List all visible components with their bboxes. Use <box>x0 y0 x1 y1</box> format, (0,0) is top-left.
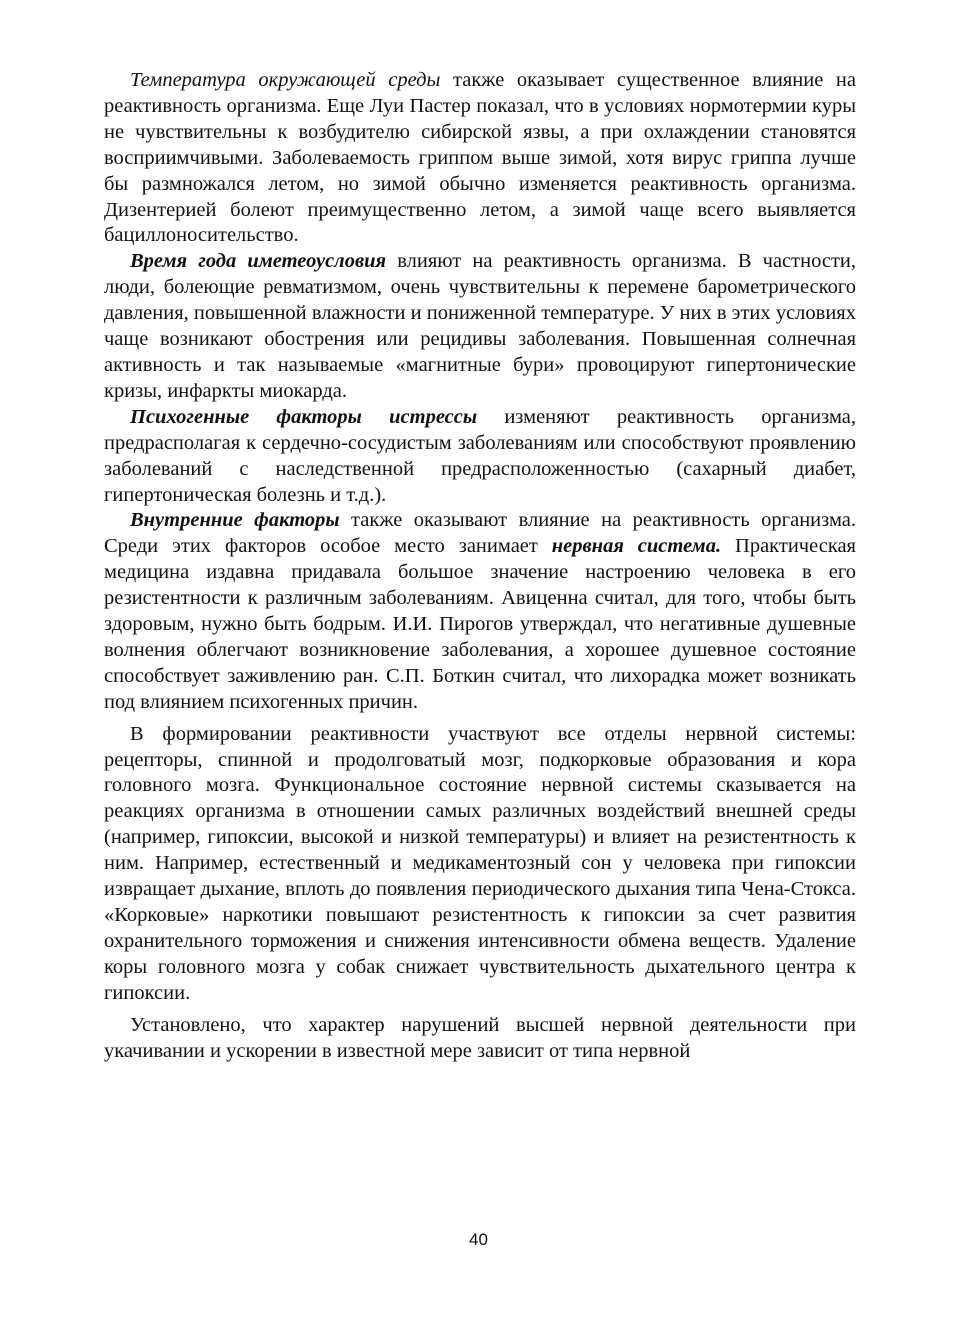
paragraph-temperature-text: также оказывает существенное влияние на реактивность организма. Еще Луи Пастер показал, что в условиях нормотермии куры не чувствительны к возбудителю сибирской язвы, а при охлаждении становятся восприимчивыми. Заболеваемость гриппом выше зимой, хотя вирус гриппа лучше бы размножался летом, но зимой обычно изменяется реактивность организма. Дизентерией болеют преимущественно летом, а зимой чаще всего выявляется бациллоносительство. <box>104 69 856 247</box>
page-number: 40 <box>469 1230 488 1249</box>
paragraph-psychogenic-text: изменяют реактивность организма, предрасполагая к сердечно-сосудистым заболеваниям или способствуют проявлению заболеваний с наследственной предрасположенностью (сахарный диабет, гипертоническая болезнь и т.д.). <box>104 405 857 506</box>
paragraph-internal-factors-text-b: Практическая медицина издавна придавала большое значение настроению человека в его резистентности к различным заболеваниям. Авиценна считал, для того, чтобы быть здоровым, нужно быть бодрым. И.И. Пирогов утверждал, что негативные душевные волнения облегчают возникновение заболевания, а хорошее душевное состояние способствует заживлению ран. С.П. Боткин считал, что лихорадка может возникать под влиянием психогенных причин. <box>104 535 856 713</box>
term-internal-factors: Внутренние факторы <box>130 509 340 532</box>
paragraph-internal-factors <box>104 508 856 715</box>
term-nervous-system: нервная система. <box>551 535 722 558</box>
paragraph-nervous-system-role: В формировании реактивности участвуют все отделы нервной системы: рецепторы, спинной и продолговатый мозг, подкорковые образования и кора головного мозга. Функциональное состояние нервной системы сказывается на реакциях организма в отношении самых различных воздействий внешней среды (например, гипоксии, высокой и низкой температуры) и влияет на резистентность к ним. Например, естественный и медикаментозный сон у человека при гипоксии извращает дыхание, вплоть до появления периодического дыхания типа Чена-Стокса. «Корковые» наркотики повышают резистентность к гипоксии за счет развития охранительного торможения и снижения интенсивности обмена веществ. Удаление коры головного мозга у собак снижает чувствительность дыхательного центра к гипоксии. <box>104 722 856 1004</box>
paragraph-season-weather <box>104 249 856 404</box>
paragraph-motion-sickness: Установлено, что характер нарушений высшей нервной деятельности при укачивании и ускорении в известной мере зависит от типа нервной <box>104 1013 856 1062</box>
paragraph-psychogenic <box>104 405 856 509</box>
term-temperature: Температура окружающей среды <box>130 69 441 91</box>
term-psychogenic: Психогенные факторы истрессы <box>130 405 478 428</box>
paragraph-temperature <box>104 68 856 249</box>
paragraph-season-weather-text: влияют на реактивность организма. В частности, люди, болеющие ревматизмом, очень чувствительны к перемене барометрического давления, повышенной влажности и пониженной температуре. У них в этих условиях чаще возникают обострения или рецидивы заболевания. Повышенная солнечная активность и так называемые «магнитные бури» провоцируют гипертонические кризы, инфаркты миокарда. <box>104 250 856 402</box>
paragraph-internal-factors-text-a: также оказывают влияние на реактивность организма. Среди этих факторов особое место занимает <box>104 509 856 558</box>
term-season-weather: Время года иметеоусловия <box>130 250 387 273</box>
page-body <box>104 68 856 1064</box>
